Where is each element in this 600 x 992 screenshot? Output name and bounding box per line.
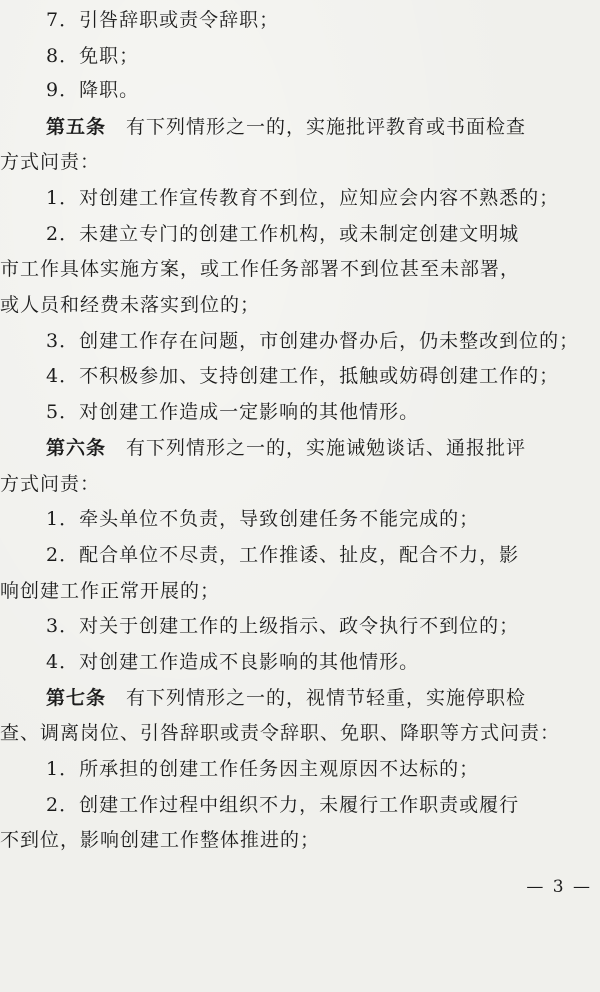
- text-line: 2．配合单位不尽责，工作推诿、扯皮，配合不力，影: [46, 544, 520, 566]
- text-line: 7．引咎辞职或责令辞职；: [46, 9, 280, 31]
- text-line: 1．对创建工作宣传教育不到位，应知应会内容不熟悉的；: [46, 187, 560, 209]
- text-line: 4．不积极参加、支持创建工作，抵触或妨碍创建工作的；: [46, 365, 560, 387]
- article-heading-line: 第五条 有下列情形之一的，实施批评教育或书面检查: [46, 116, 527, 138]
- text-line: 1．所承担的创建工作任务因主观原因不达标的；: [46, 758, 480, 780]
- text-line: 5．对创建工作造成一定影响的其他情形。: [46, 401, 420, 423]
- text-line: 1．牵头单位不负责，导致创建任务不能完成的；: [46, 508, 480, 530]
- text-line: 查、调离岗位、引咎辞职或责令辞职、免职、降职等方式问责：: [0, 722, 561, 744]
- text-line: 3．创建工作存在问题，市创建办督办后，仍未整改到位的；: [46, 330, 580, 352]
- article-label: 第五条: [46, 116, 107, 138]
- text-line: 不到位，影响创建工作整体推进的；: [0, 829, 321, 851]
- article-heading-line: 第七条 有下列情形之一的，视情节轻重，实施停职检: [46, 687, 527, 709]
- article-label: 第七条: [46, 687, 107, 709]
- text-line: 2．未建立专门的创建工作机构，或未制定创建文明城: [46, 223, 520, 245]
- article-label: 第六条: [46, 437, 107, 459]
- text-line: 或人员和经费未落实到位的；: [0, 294, 261, 316]
- text-line: 方式问责：: [0, 151, 101, 173]
- text-line: 市工作具体实施方案，或工作任务部署不到位甚至未部署，: [0, 258, 521, 280]
- text-line: 3．对关于创建工作的上级指示、政令执行不到位的；: [46, 615, 520, 637]
- page-number: — 3 —: [526, 877, 592, 897]
- text-line: 2．创建工作过程中组织不力，未履行工作职责或履行: [46, 794, 520, 816]
- article-heading-line: 第六条 有下列情形之一的，实施诫勉谈话、通报批评: [46, 437, 527, 459]
- text-line: 方式问责：: [0, 473, 101, 495]
- text-line: 响创建工作正常开展的；: [0, 580, 221, 602]
- text-line: 8．免职；: [46, 45, 140, 67]
- text-line: 4．对创建工作造成不良影响的其他情形。: [46, 651, 420, 673]
- text-line: 9．降职。: [46, 79, 140, 101]
